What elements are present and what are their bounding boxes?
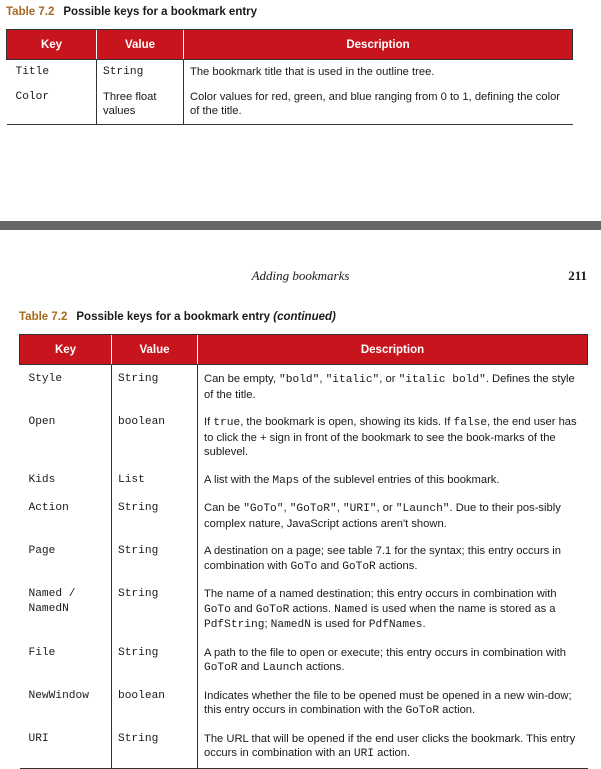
value-cell: String	[112, 365, 198, 409]
header-value: Value	[112, 335, 198, 365]
value-cell: String	[112, 537, 198, 580]
key-cell: NewWindow	[28, 689, 89, 702]
bookmark-keys-table-top	[6, 29, 573, 125]
value-cell: String	[112, 639, 198, 682]
header-description: Description	[198, 335, 588, 365]
header-key: Key	[7, 30, 97, 60]
value-cell: boolean	[112, 408, 198, 466]
key-cell: Color	[7, 85, 97, 125]
table-row	[20, 408, 588, 466]
key-cell: Title	[15, 66, 50, 78]
table-row	[20, 580, 588, 639]
table-row	[7, 60, 573, 85]
page-number: 211	[568, 268, 587, 283]
description-cell: Can be empty, "bold", "italic", or "italic bold". Defines the style of the title.	[198, 365, 588, 409]
table-title: Possible keys for a bookmark entry	[76, 311, 271, 323]
description-cell: Can be "GoTo", "GoToR", "URI", or "Launch". Due to their pos-sibly complex nature, JavaScript actions aren't shown.	[198, 494, 588, 537]
value-cell: Three float values	[97, 85, 184, 125]
description-cell: A path to the file to open or execute; this entry occurs in combination with GoToR and Launch actions.	[198, 639, 588, 682]
value-cell: List	[112, 466, 198, 495]
description-cell: A destination on a page; see table 7.1 for the syntax; this entry occurs in combination with GoTo and GoToR actions.	[198, 537, 588, 580]
description-cell: A list with the Maps of the sublevel entries of this bookmark.	[198, 466, 588, 495]
table-row	[20, 365, 588, 409]
table-title: Possible keys for a bookmark entry	[63, 6, 258, 18]
value-cell: String	[97, 60, 184, 85]
key-cell: Named / NamedN	[28, 588, 76, 615]
description-cell: The URL that will be opened if the end user clicks the bookmark. This entry occurs in combination with an URI action.	[198, 725, 588, 769]
value-cell: boolean	[112, 682, 198, 725]
key-cell: URI	[20, 725, 112, 769]
value-cell: String	[112, 494, 198, 537]
table-header-row	[7, 30, 573, 60]
page-separator	[0, 221, 601, 230]
key-cell: Action	[28, 502, 69, 514]
description-cell: Color values for red, green, and blue ranging from 0 to 1, defining the color of the title.	[184, 85, 573, 125]
table-row	[20, 466, 588, 495]
value-cell: String	[112, 725, 198, 769]
table-row	[20, 725, 588, 769]
header-value: Value	[97, 30, 184, 60]
table-caption-bottom	[19, 311, 336, 323]
table-header-row	[20, 335, 588, 365]
description-cell: Indicates whether the file to be opened must be opened in a new win-dow; this entry occurs in combination with the GoToR action.	[198, 682, 588, 725]
table-row	[20, 639, 588, 682]
header-description: Description	[184, 30, 573, 60]
value-cell: String	[112, 580, 198, 639]
table-row	[7, 85, 573, 125]
table-number: Table 7.2	[6, 6, 55, 18]
description-cell: If true, the bookmark is open, showing its kids. If false, the end user has to click the + sign in front of the bookmark to see the book-marks of the sublevel.	[198, 408, 588, 466]
table-number: Table 7.2	[19, 311, 68, 323]
table-caption-top	[6, 6, 257, 18]
table-row	[20, 494, 588, 537]
description-cell: The name of a named destination; this entry occurs in combination with GoTo and GoToR actions. Named is used when the name is stored as a PdfString; NamedN is used for PdfNames.	[198, 580, 588, 639]
table-row	[20, 537, 588, 580]
description-cell: The bookmark title that is used in the outline tree.	[184, 60, 573, 85]
key-cell: Kids	[28, 473, 56, 486]
table-body	[20, 365, 588, 769]
table-continued-label: (continued)	[273, 311, 336, 323]
header-key: Key	[20, 335, 112, 365]
key-cell: Page	[28, 545, 56, 557]
bookmark-keys-table-bottom	[19, 334, 588, 769]
key-cell: Open	[28, 416, 56, 428]
key-cell: File	[28, 646, 56, 659]
running-head: Adding bookmarks	[251, 268, 350, 283]
key-cell: Style	[28, 373, 63, 385]
table-row	[20, 682, 588, 725]
